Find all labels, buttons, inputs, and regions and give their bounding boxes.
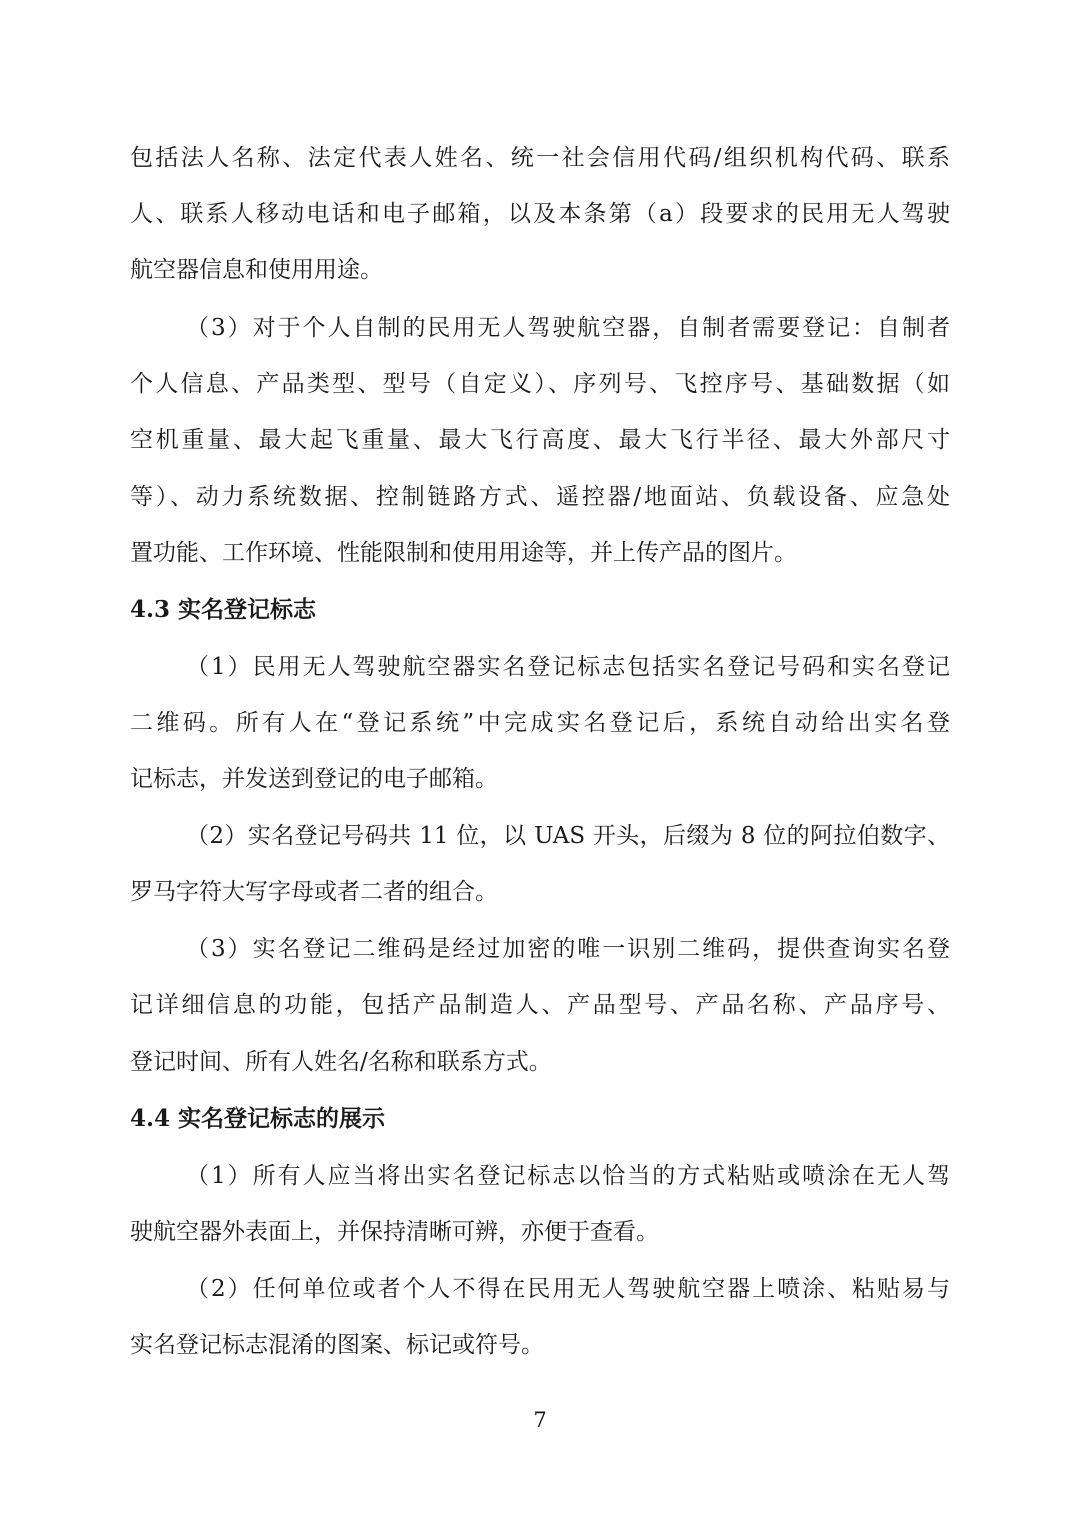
text-line: 等）、动力系统数据、控制链路方式、遥控器/地面站、负载设备、应急处	[130, 484, 950, 510]
text-line: 包括法人名称、法定代表人姓名、统一社会信用代码/组织机构代码、联系	[130, 145, 950, 171]
text-line: （1）民用无人驾驶航空器实名登记标志包括实名登记号码和实名登记	[186, 654, 950, 680]
text-line: 罗马字符大写字母或者二者的组合。	[130, 879, 498, 905]
text-line: （1）所有人应当将出实名登记标志以恰当的方式粘贴或喷涂在无人驾	[186, 1163, 950, 1189]
text-line: 二维码。所有人在“登记系统”中完成实名登记后，系统自动给出实名登	[130, 710, 950, 736]
page-number: 7	[533, 1408, 547, 1432]
text-line: 实名登记标志混淆的图案、标记或符号。	[130, 1332, 544, 1358]
text-line: 驶航空器外表面上，并保持清晰可辨，亦便于查看。	[130, 1219, 659, 1245]
text-line: （2）任何单位或者个人不得在民用无人驾驶航空器上喷涂、粘贴易与	[186, 1276, 950, 1302]
text-line: 空机重量、最大起飞重量、最大飞行高度、最大飞行半径、最大外部尺寸	[130, 427, 950, 453]
text-line: （2）实名登记号码共 11 位，以 UAS 开头，后缀为 8 位的阿拉伯数字、	[186, 823, 950, 849]
text-line: 记详细信息的功能，包括产品制造人、产品型号、产品名称、产品序号、	[130, 992, 950, 1018]
section-heading: 4.4 实名登记标志的展示	[130, 1105, 386, 1132]
text-line: 记标志，并发送到登记的电子邮箱。	[130, 766, 498, 792]
text-line: 人、联系人移动电话和电子邮箱，以及本条第（a）段要求的民用无人驾驶	[130, 201, 950, 227]
text-line: （3）对于个人自制的民用无人驾驶航空器，自制者需要登记：自制者	[186, 315, 950, 341]
text-line: 置功能、工作环境、性能限制和使用用途等，并上传产品的图片。	[130, 540, 797, 566]
text-line: 登记时间、所有人姓名/名称和联系方式。	[130, 1049, 552, 1075]
text-line: 航空器信息和使用用途。	[130, 257, 383, 283]
text-line: 个人信息、产品类型、型号（自定义）、序列号、飞控序号、基础数据（如	[130, 371, 950, 397]
section-heading: 4.3 实名登记标志	[130, 596, 317, 623]
text-line: （3）实名登记二维码是经过加密的唯一识别二维码，提供查询实名登	[186, 936, 950, 962]
